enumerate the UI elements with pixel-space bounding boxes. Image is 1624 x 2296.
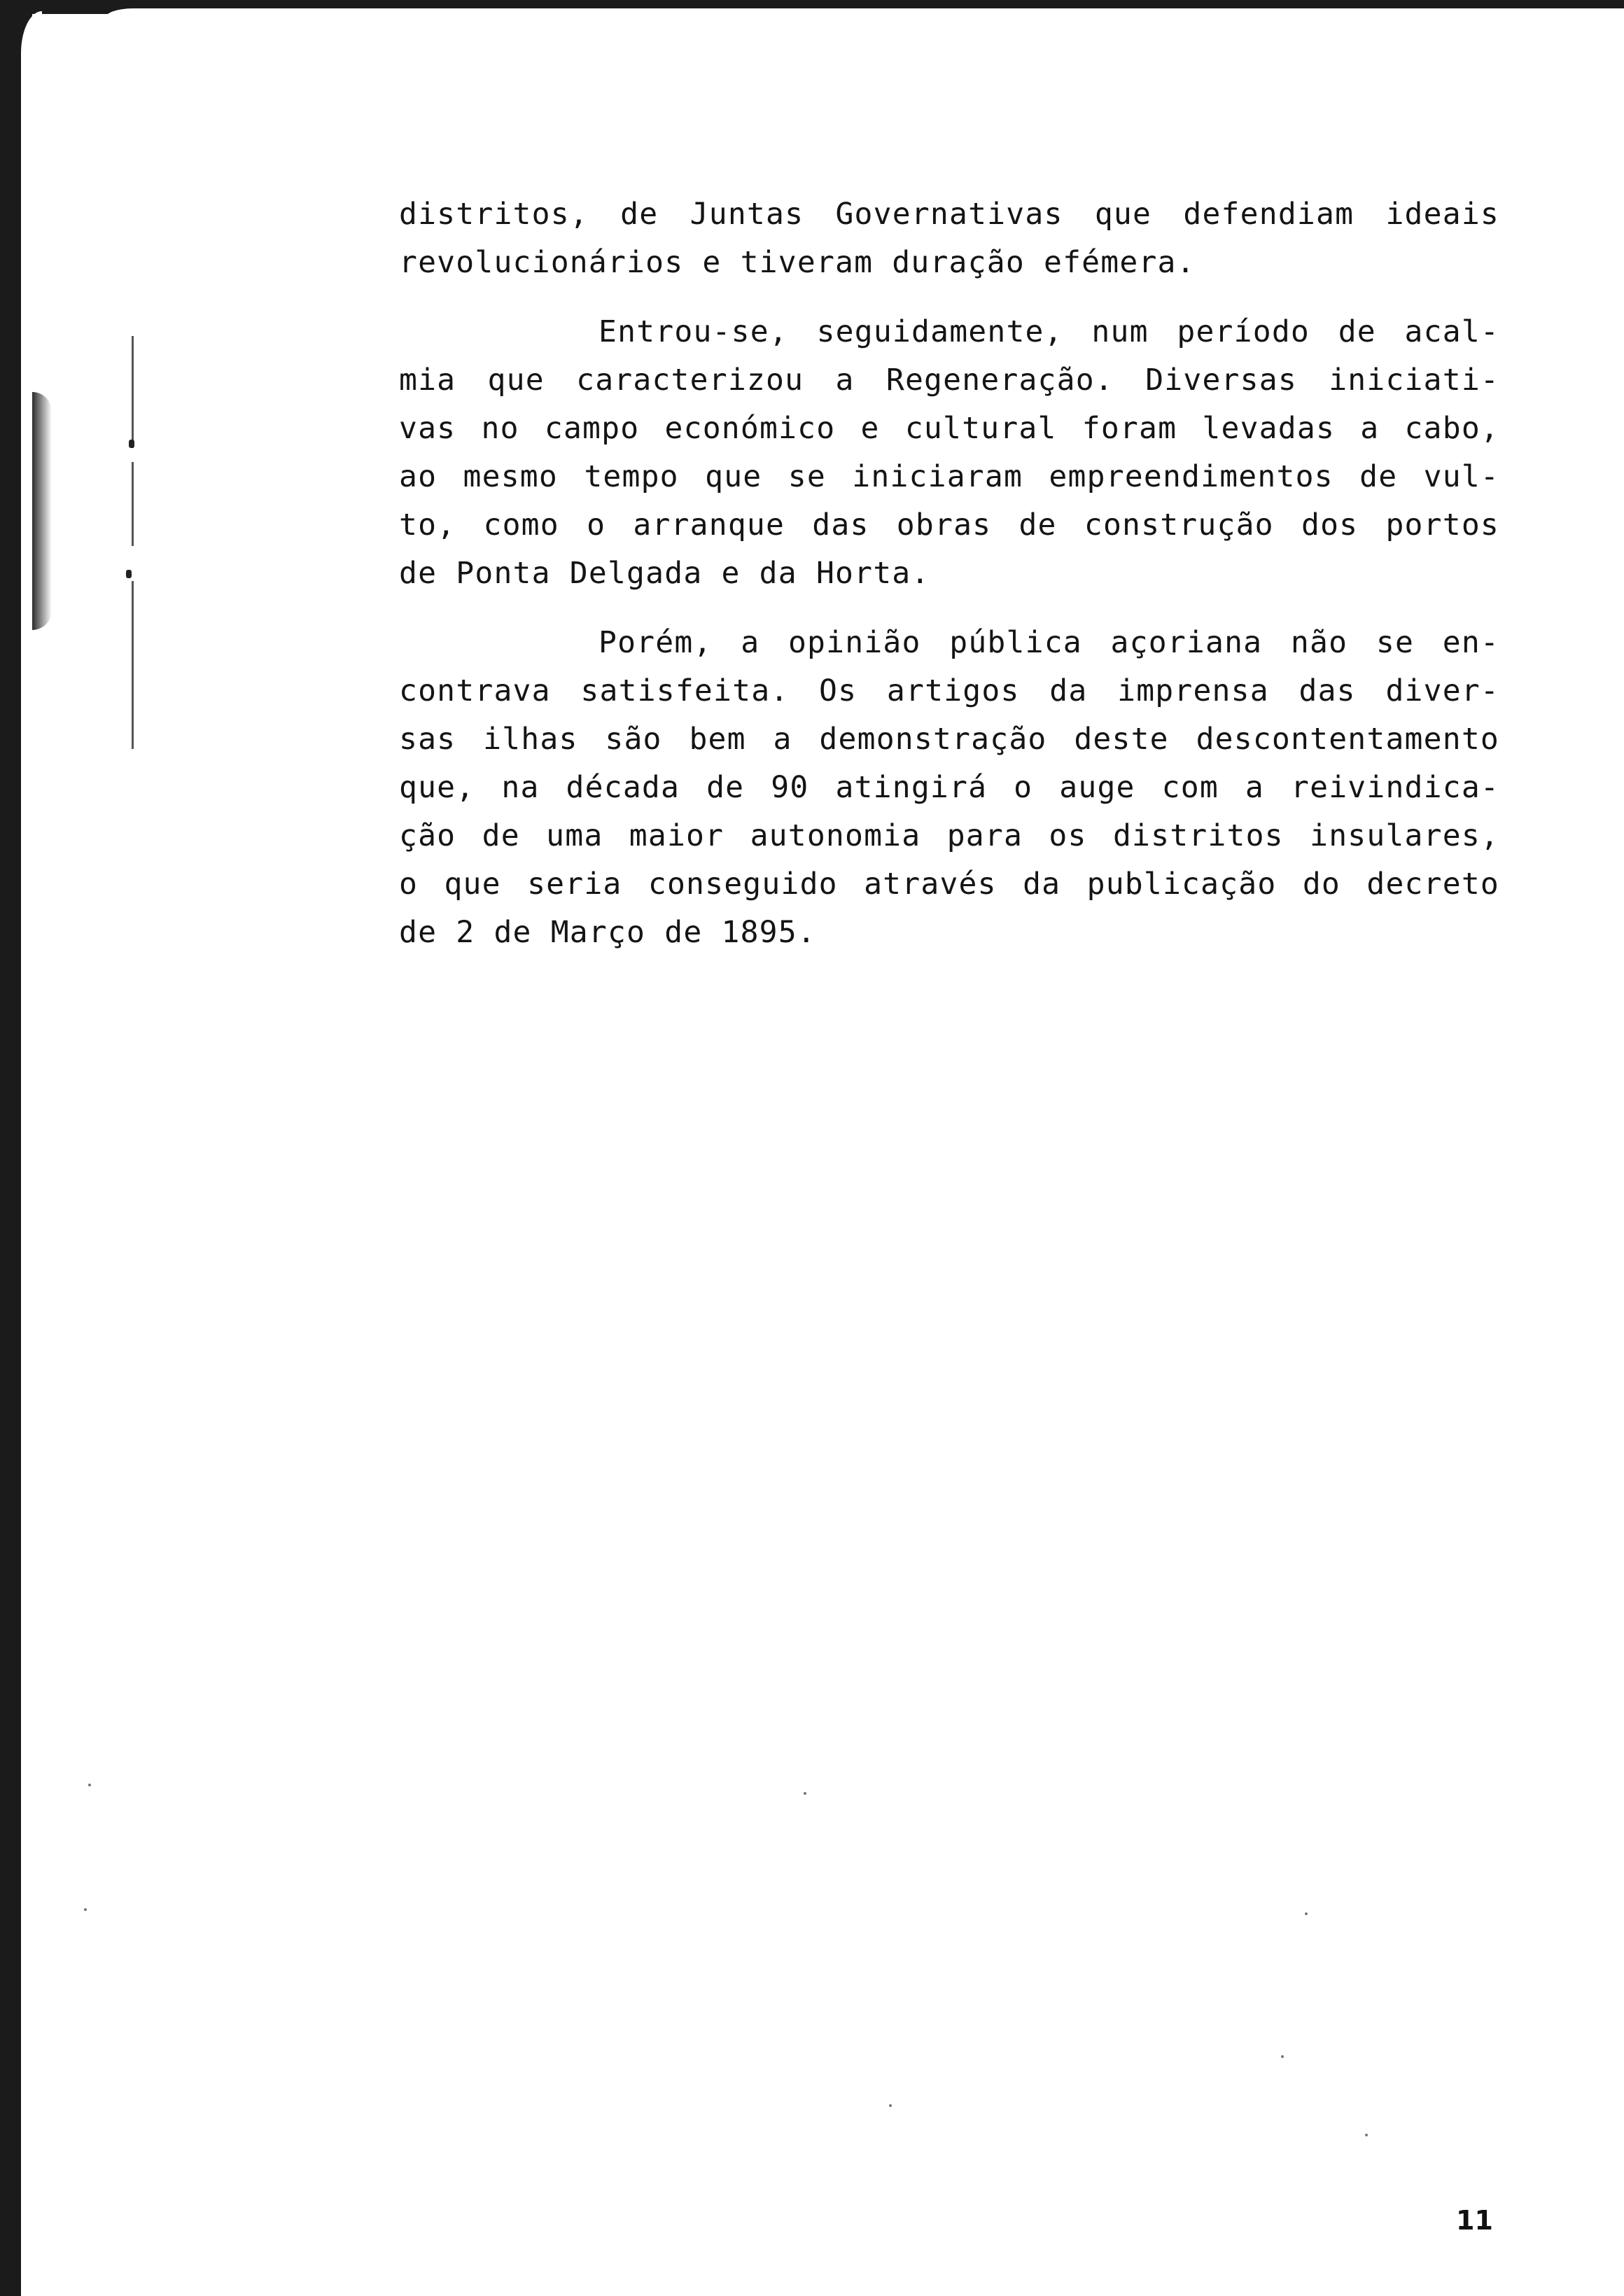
text-line: de 2 de Março de 1895. — [399, 915, 816, 950]
text-line: o que seria conseguido através da publicação do decreto — [399, 867, 1499, 902]
text-line: de Ponta Delgada e da Horta. — [399, 556, 930, 591]
binding-mark-line — [132, 581, 134, 749]
scan-left-edge-curve — [21, 11, 42, 2296]
text-line: mia que caracterizou a Regeneração. Diversas iniciati- — [399, 363, 1499, 398]
binding-shadow — [32, 392, 52, 630]
text-line: ao mesmo tempo que se iniciaram empreendimentos de vul- — [399, 459, 1499, 494]
paragraph-1 — [399, 190, 1499, 287]
scan-speck — [804, 1792, 806, 1795]
text-line: ção de uma maior autonomia para os distritos insulares, — [399, 818, 1499, 853]
page-number: 11 — [1456, 2205, 1493, 2236]
scan-top-edge-curve — [105, 8, 1624, 18]
scan-speck — [84, 1908, 87, 1911]
text-line: sas ilhas são bem a demonstração deste descontentamento — [399, 722, 1499, 757]
text-line: contrava satisfeita. Os artigos da imprensa das diver- — [399, 673, 1499, 708]
binding-mark-dot — [129, 440, 134, 448]
text-line: distritos, de Juntas Governativas que defendiam ideais — [399, 197, 1499, 232]
scan-speck — [1365, 2134, 1368, 2136]
scan-speck — [1281, 2055, 1284, 2058]
text-line: Porém, a opinião pública açoriana não se en- — [598, 625, 1499, 660]
binding-mark-line — [132, 336, 134, 448]
text-line: que, na década de 90 atingirá o auge com a reivindica- — [399, 770, 1499, 805]
paragraph-2 — [399, 308, 1499, 598]
binding-mark-dot — [126, 570, 132, 578]
scan-speck — [889, 2104, 892, 2107]
scan-speck — [1305, 1912, 1308, 1915]
binding-mark-line — [132, 462, 134, 546]
paragraph-3 — [399, 619, 1499, 957]
scan-speck — [88, 1784, 91, 1786]
text-line: Entrou-se, seguidamente, num período de acal- — [598, 314, 1499, 349]
text-line: revolucionários e tiveram duração efémera. — [399, 245, 1196, 280]
body-text — [399, 190, 1499, 978]
text-line: to, como o arranque das obras de construção dos portos — [399, 507, 1499, 542]
text-line: vas no campo económico e cultural foram levadas a cabo, — [399, 411, 1499, 446]
